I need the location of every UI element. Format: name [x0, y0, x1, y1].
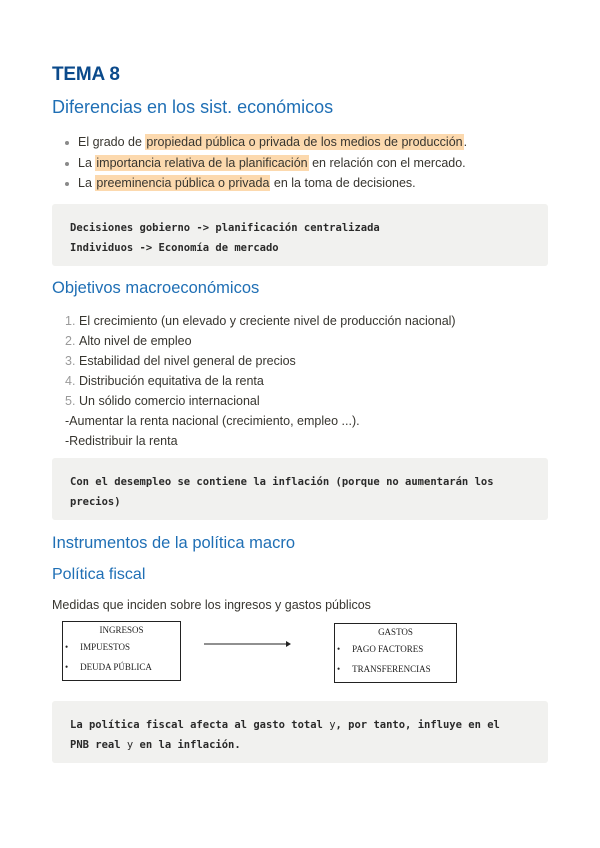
ingresos-item: • DEUDA PÚBLICA [65, 662, 152, 672]
list-subitem: -Aumentar la renta nacional (crecimiento, empleo ...). [65, 414, 360, 428]
ingresos-item: • IMPUESTOS [65, 642, 130, 652]
section-heading-objetivos: Objetivos macroeconómicos [52, 279, 260, 297]
code-line: PNB real y en la inflación. [70, 739, 241, 751]
page-title: TEMA 8 [52, 64, 120, 85]
code-line: Decisiones gobierno -> planificación centralizada [70, 222, 380, 234]
list-subitem: -Redistribuir la renta [65, 434, 178, 448]
objectives-list [52, 311, 456, 451]
code-block-politica-fiscal [52, 701, 548, 763]
gastos-box [334, 623, 457, 683]
gastos-item: • TRANSFERENCIAS [337, 664, 431, 674]
section-heading-diferencias: Diferencias en los sist. económicos [52, 97, 334, 117]
code-line: Con el desempleo se contiene la inflación (porque no aumentarán los [70, 476, 494, 488]
list-item: 4. Distribución equitativa de la renta [65, 374, 264, 388]
arrow-right-icon [202, 638, 292, 650]
list-item: 5. Un sólido comercio internacional [65, 394, 260, 408]
code-block-desempleo [52, 458, 548, 520]
highlight: propiedad pública o privada de los medios de producción [146, 135, 463, 149]
subsection-heading-fiscal: Política fiscal [52, 566, 146, 583]
code-block-decisiones [52, 204, 548, 266]
ingresos-box [62, 621, 181, 681]
list-item: 2. Alto nivel de empleo [65, 334, 192, 348]
highlight: importancia relativa de la planificación [96, 155, 308, 170]
gastos-item: • PAGO FACTORES [337, 644, 423, 654]
highlight: preeminencia pública o privada [96, 176, 270, 190]
list-item: La preeminencia pública o privada en la toma de decisiones. [52, 173, 467, 194]
code-line: precios) [70, 496, 121, 508]
differences-list [52, 132, 467, 194]
list-item: 1. El crecimiento (un elevado y creciente nivel de producción nacional) [65, 314, 456, 328]
ingresos-title: INGRESOS [99, 625, 144, 635]
code-line: Individuos -> Economía de mercado [70, 242, 279, 254]
list-item: 3. Estabilidad del nivel general de precios [65, 354, 296, 368]
code-line: La política fiscal afecta al gasto total y, por tanto, influye en el [70, 719, 500, 731]
list-item: La importancia relativa de la planificación en relación con el mercado. [52, 153, 467, 174]
list-item: El grado de propiedad pública o privada de los medios de producción. [52, 132, 467, 153]
gastos-title: GASTOS [378, 627, 413, 637]
section-heading-instrumentos: Instrumentos de la política macro [52, 534, 296, 552]
paragraph: Medidas que inciden sobre los ingresos y gastos públicos [52, 598, 371, 612]
